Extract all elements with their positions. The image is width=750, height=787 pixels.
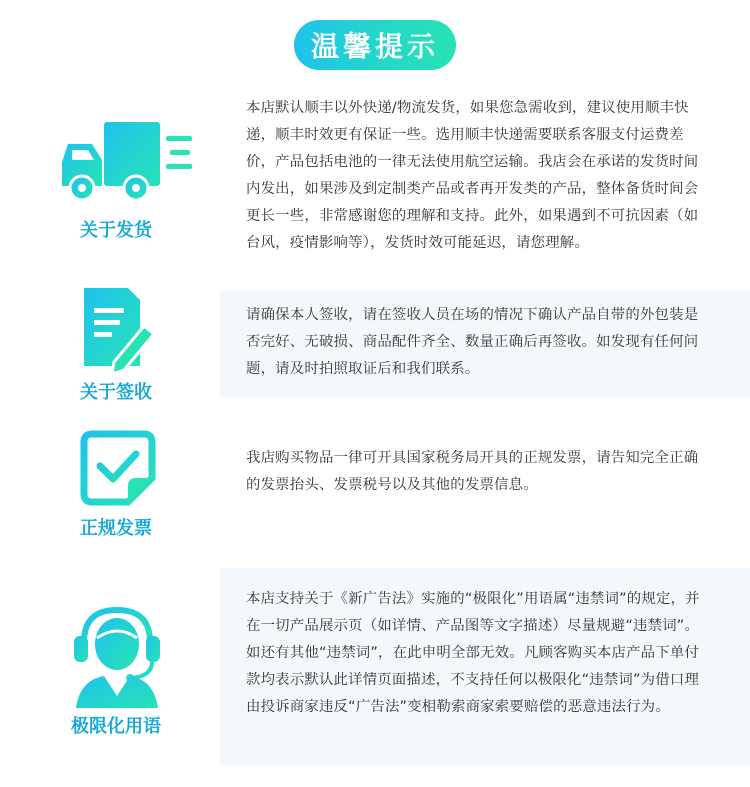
section-label-receipt: 关于签收	[80, 382, 152, 403]
section-receipt	[0, 280, 750, 405]
title-pill	[294, 20, 456, 70]
section-label-shipping: 关于发货	[80, 220, 152, 241]
document-pen-icon	[78, 284, 158, 374]
section-invoice	[0, 420, 750, 550]
section-text-restricted-terms: 本店支持关于《新广告法》实施的“极限化”用语属“违禁词”的规定，并在一切产品展示页（如详情、产品图等文字描述）尽量规避“违禁词”。如还有其他“违禁词”，在此申明全部无效。凡顾客购买本店产品下单付款均表示默认此详情页面描述，不支持任何以极限化“违禁词”为借口理由投诉商家违反“广告法”变相勒索商家索要赔偿的恶意违法行为。	[246, 591, 700, 715]
section-restricted-terms	[0, 570, 750, 770]
section-text-invoice: 我店购买物品一律可开具国家税务局开具的正规发票，请告知完全正确的发票抬头、发票税号以及其他的发票信息。	[246, 450, 699, 493]
headset-agent-icon	[62, 600, 172, 710]
section-label-restricted-terms: 极限化用语	[71, 716, 161, 737]
delivery-truck-icon	[48, 114, 198, 204]
section-shipping	[0, 80, 750, 280]
section-text-shipping: 本店默认顺丰以外快递/物流发货，如果您急需收到，建议使用顺丰快递，顺丰时效更有保证一些。选用顺丰快递需要联系客服支付运费差价，产品包括电池的一律无法使用航空运输。我店会在承诺的发货时间内发出，如果涉及到定制类产品或者再开发类的产品，整体备货时间会更长一些，非常感谢您的理解和支持。此外，如果遇到不可抗因素（如台风，疫情影响等），发货时效可能延迟，请您理解。	[246, 100, 699, 251]
section-text-receipt: 请确保本人签收，请在签收人员在场的情况下确认产品自带的外包装是否完好、无破损、商品配件齐全、数量正确后再签收。如发现有任何问题，请及时拍照取证后和我们联系。	[246, 307, 699, 377]
section-label-invoice: 正规发票	[80, 518, 152, 539]
checkbox-icon	[80, 430, 156, 506]
page-title: 温馨提示	[310, 30, 439, 63]
